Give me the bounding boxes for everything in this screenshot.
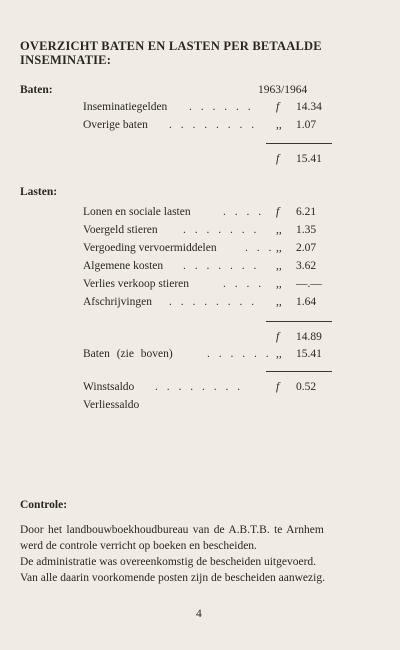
row-amount: 14.34 [296,101,322,113]
currency-mark: f [276,153,280,165]
currency-mark: ,, [276,242,282,254]
leader-dots: . . . . [223,206,265,218]
controle-line: werd de controle verricht op boeken en bescheiden. [20,540,257,552]
leader-dots: . . . . . . . [183,224,260,236]
lasten-total-row [83,331,333,346]
currency-mark: ,, [276,278,282,290]
row-label: Afschrijvingen [83,296,152,308]
row-amount: 2.07 [296,242,317,254]
leader-dots: . . . . . . [189,101,254,113]
row-amount: 1.35 [296,224,317,236]
row-amount: 15.41 [296,348,322,360]
page-title [20,39,380,67]
baten-row-inseminatiegelden [83,101,333,116]
currency-mark: f [276,101,280,113]
baten-recap-row [83,348,333,363]
lasten-row-lonen [83,206,333,221]
currency-mark: f [276,381,280,393]
row-amount: 0.52 [296,381,317,393]
title-line-1: OVERZICHT BATEN EN LASTEN PER BETAALDE [20,39,322,53]
row-amount: —.— [296,278,322,290]
title-line-2: INSEMINATIE: [20,53,112,67]
row-label: Voergeld stieren [83,224,158,236]
leader-dots: . . . . . . [207,348,272,360]
lasten-row-afschrijvingen [83,296,333,311]
winstsaldo-row [83,381,333,396]
currency-mark: f [276,331,280,343]
row-label: Overige baten [83,119,148,131]
controle-line: Door het landbouwboekhoudbureau van de A.B.T.B. te Arnhem [20,524,324,536]
row-amount: 6.21 [296,206,317,218]
page-number: 4 [196,608,202,620]
leader-dots: . . . . . . . . [169,296,258,308]
leader-dots: . . . . . . . [183,260,260,272]
row-label: Vergoeding vervoermiddelen [83,242,217,254]
saldo-rule [266,371,332,372]
baten-row-overige [83,119,333,134]
controle-line: De administratie was overeenkomstig de bescheiden uitgevoerd. [20,556,317,568]
controle-line: Van alle daarin voorkomende posten zijn de bescheiden aanwezig. [20,572,325,584]
currency-mark: ,, [276,296,282,308]
baten-total-row [83,153,333,168]
row-label: Lonen en sociale lasten [83,206,191,218]
leader-dots: . . . . [223,278,265,290]
verliessaldo-label: Verliessaldo [83,399,140,411]
baten-heading: Baten: [20,84,53,96]
row-amount: 1.64 [296,296,317,308]
lasten-total: 14.89 [296,331,322,343]
currency-mark: ,, [276,119,282,131]
lasten-row-voergeld [83,224,333,239]
row-label: Inseminatiegelden [83,101,168,113]
row-label: Baten (zie boven) [83,348,173,360]
lasten-heading: Lasten: [20,186,58,198]
subtotal-rule [266,143,332,144]
lasten-row-vergoeding [83,242,333,257]
row-label: Algemene kosten [83,260,164,272]
year-column-header: 1963/1964 [258,84,308,96]
currency-mark: ,, [276,348,282,360]
row-label: Winstsaldo [83,381,135,393]
currency-mark: f [276,206,280,218]
subtotal-rule [266,321,332,322]
row-amount: 1.07 [296,119,317,131]
leader-dots: . . . . . . . . [169,119,258,131]
row-label: Verlies verkoop stieren [83,278,190,290]
controle-paragraph [20,522,390,586]
baten-total: 15.41 [296,153,322,165]
row-amount: 3.62 [296,260,317,272]
currency-mark: ,, [276,224,282,236]
lasten-row-verlies-verkoop [83,278,333,293]
leader-dots: . . . [245,242,275,254]
currency-mark: ,, [276,260,282,272]
controle-heading: Controle: [20,499,68,511]
lasten-row-algemene [83,260,333,275]
leader-dots: . . . . . . . . [155,381,244,393]
